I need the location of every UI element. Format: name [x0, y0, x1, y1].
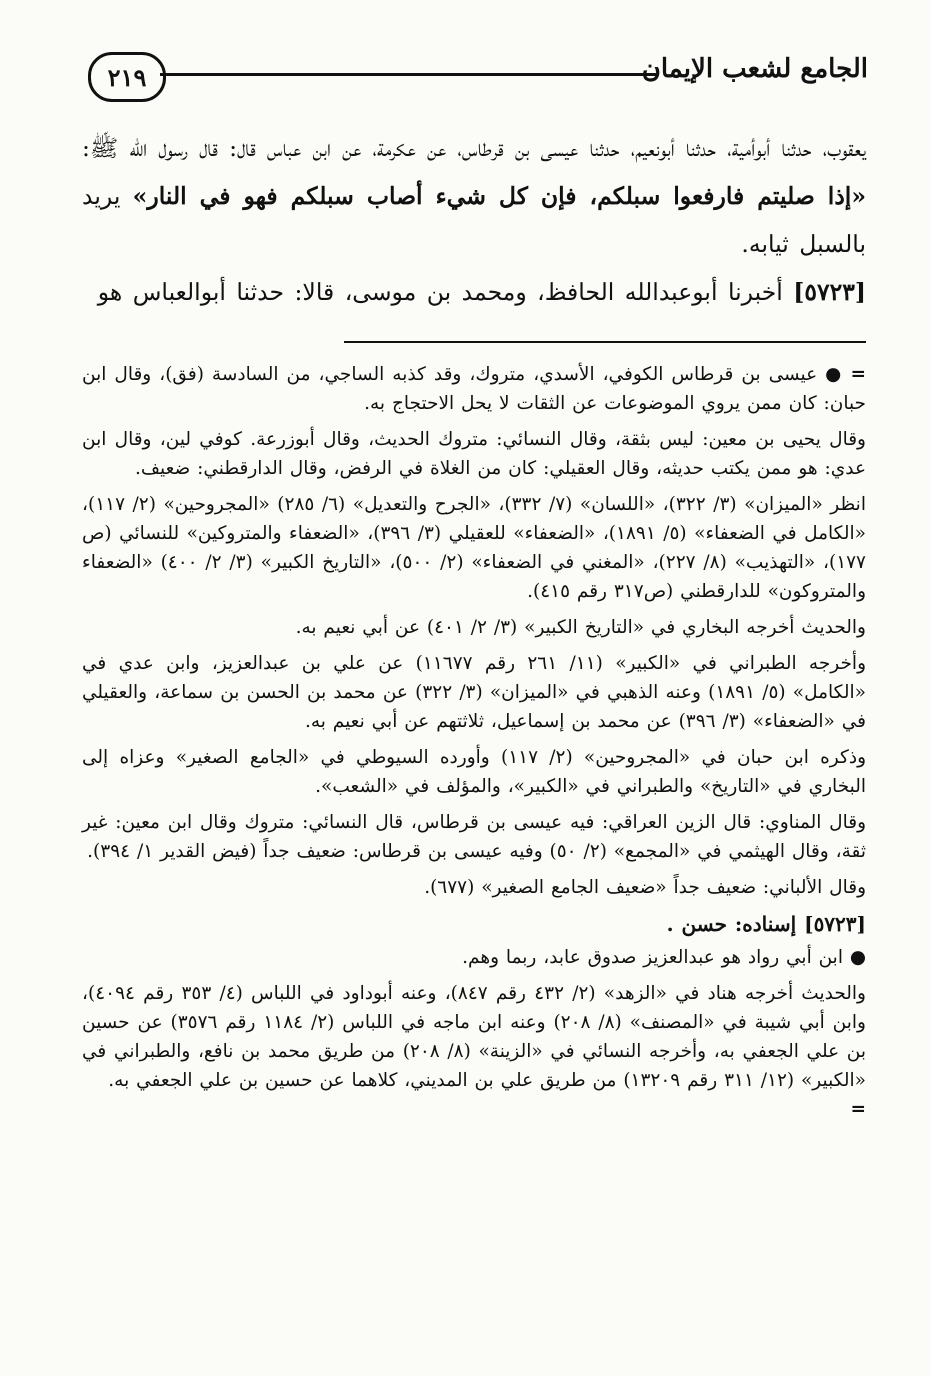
isnad-text: يعقوب، حدثنا أبوأمية، حدثنا أبونعيم، حدثنا عيسى بن قرطاس، عن عكرمة، عن ابن عباس قال: قال رسول الله ﷺ: [82, 134, 866, 162]
footnote [82, 979, 866, 1124]
footnote: ● ابن أبي رواد هو عبدالعزيز صدوق عابد، ربما وهم. [462, 947, 866, 968]
hadith-matn: «إذا صليتم فارفعوا سبلكم، فإن كل شيء أصاب سبلكم فهو في النار» [132, 182, 867, 210]
isnad-number: [٥٧٢٣] [804, 912, 866, 936]
next-isnad-text: أخبرنا أبوعبدالله الحافظ، ومحمد بن موسى، قالا: حدثنا أبوالعباس هو [97, 278, 794, 306]
footnote: والحديث أخرجه البخاري في «التاريخ الكبير» (٣/ ٢/ ٤٠١) عن أبي نعيم به. [295, 617, 866, 638]
footnote: وقال يحيى بن معين: ليس بثقة، وقال النسائي: متروك الحديث، وقال أبوزرعة. كوفي لين، وقال ابن عدي: هو ممن يكتب حديثه، وقال العقيلي: كان من الغلاة في الرفض، وقال الدارقطني: ضعيف. [82, 429, 866, 479]
footnote [82, 360, 866, 418]
continuation-mark: = [850, 1099, 866, 1120]
footnote: وقال المناوي: قال الزين العراقي: فيه عيسى بن قرطاس، قال النسائي: متروك وقال ابن معين: غير ثقة، وقال الهيثمي في «المجمع» (٢/ ٥٠) وفيه عيسى بن قرطاس: ضعيف جداً (فيض القدير ١/ ٣٩٤). [82, 812, 866, 862]
footnote: وقال الألباني: ضعيف جداً «ضعيف الجامع الصغير» (٦٧٧). [424, 877, 866, 898]
next-hadith-paragraph [82, 268, 866, 316]
footnote: وذكره ابن حبان في «المجروحين» (٢/ ١١٧) وأورده السيوطي في «الجامع الصغير» وعزاه إلى البخاري في «التاريخ» والطبراني في «الكبير»، والمؤلف في «الشعب». [82, 747, 866, 797]
main-text [82, 124, 866, 316]
continuation-mark: = [850, 364, 866, 385]
footnote: وأخرجه الطبراني في «الكبير» (١١/ ٢٦١ رقم ١١٦٧٧) عن علي بن عبدالعزيز، وابن عدي في «الكامل» (٥/ ١٨٩١) وعنه الذهبي في «الميزان» (٣/ ٣٢٢) عن محمد بن الحسن بن سماعة، والعقيلي في «الضعفاء» (٣/ ٣٩٦) عن محمد بن إسماعيل، ثلاثتهم عن أبي نعيم به. [82, 653, 867, 732]
isnad-label: إسناده: [726, 912, 805, 936]
footnote-text: والحديث أخرجه هناد في «الزهد» (٢/ ٤٣٢ رقم ٨٤٧)، وعنه أبوداود في اللباس (٤/ ٣٥٣ رقم ٤٠٩٤)، وابن أبي شيبة في «المصنف» (٨/ ٢٠٨) وعنه ابن ماجه في اللباس (٢/ ١١٨٤ رقم ٣٥٧٦) عن حسين بن علي الجعفي به، وأخرجه النسائي في «الزينة» (٨/ ٢٠٨) من طريق محمد بن نافع، والطبراني في «الكبير» (١٢/ ٣١١ رقم ١٣٢٠٩) من طريق علي بن المديني، كلاهما عن حسين بن علي الجعفي به. [82, 983, 867, 1091]
footnote-text: ● عيسى بن قرطاس الكوفي، الأسدي، متروك، وقد كذبه الساجي، من السادسة (فق)، وقال ابن حبان: كان ممن يروي الموضوعات عن الثقات لا يحل الاحتجاج به. [82, 364, 866, 414]
hadith-paragraph [82, 124, 866, 268]
footnote-divider [344, 341, 866, 343]
footnotes [82, 360, 866, 1131]
page-header [88, 50, 868, 102]
hadith-number: [٥٧٢٣] [793, 278, 866, 306]
isnad-grade-line [82, 909, 866, 939]
footnote: انظر «الميزان» (٣/ ٣٢٢)، «اللسان» (٧/ ٣٣٢)، «الجرح والتعديل» (٦/ ٢٨٥) «المجروحين» (٢/ ١١٧)، «الكامل في الضعفاء» (٥/ ١٨٩١)، «الضعفاء» للعقيلي (٣/ ٣٩٦)، «الضعفاء والمتروكين» للنسائي (ص ١٧٧)، «التهذيب» (٨/ ٢٢٧)، «المغني في الضعفاء» (٢/ ٥٠٠)، «التاريخ الكبير» (٣/ ٢/ ٤٠٠) «الضعفاء والمتروكون» للدارقطني (ص٣١٧ رقم ٤١٥). [82, 494, 866, 602]
header-rule [160, 73, 658, 76]
hadith-explanation: يريد بالسبل ثيابه. [82, 182, 866, 258]
isnad-grade: حسن . [666, 912, 727, 936]
page-number: ٢١٩ [88, 52, 166, 102]
running-title: الجامع لشعب الإيمان [641, 54, 868, 84]
